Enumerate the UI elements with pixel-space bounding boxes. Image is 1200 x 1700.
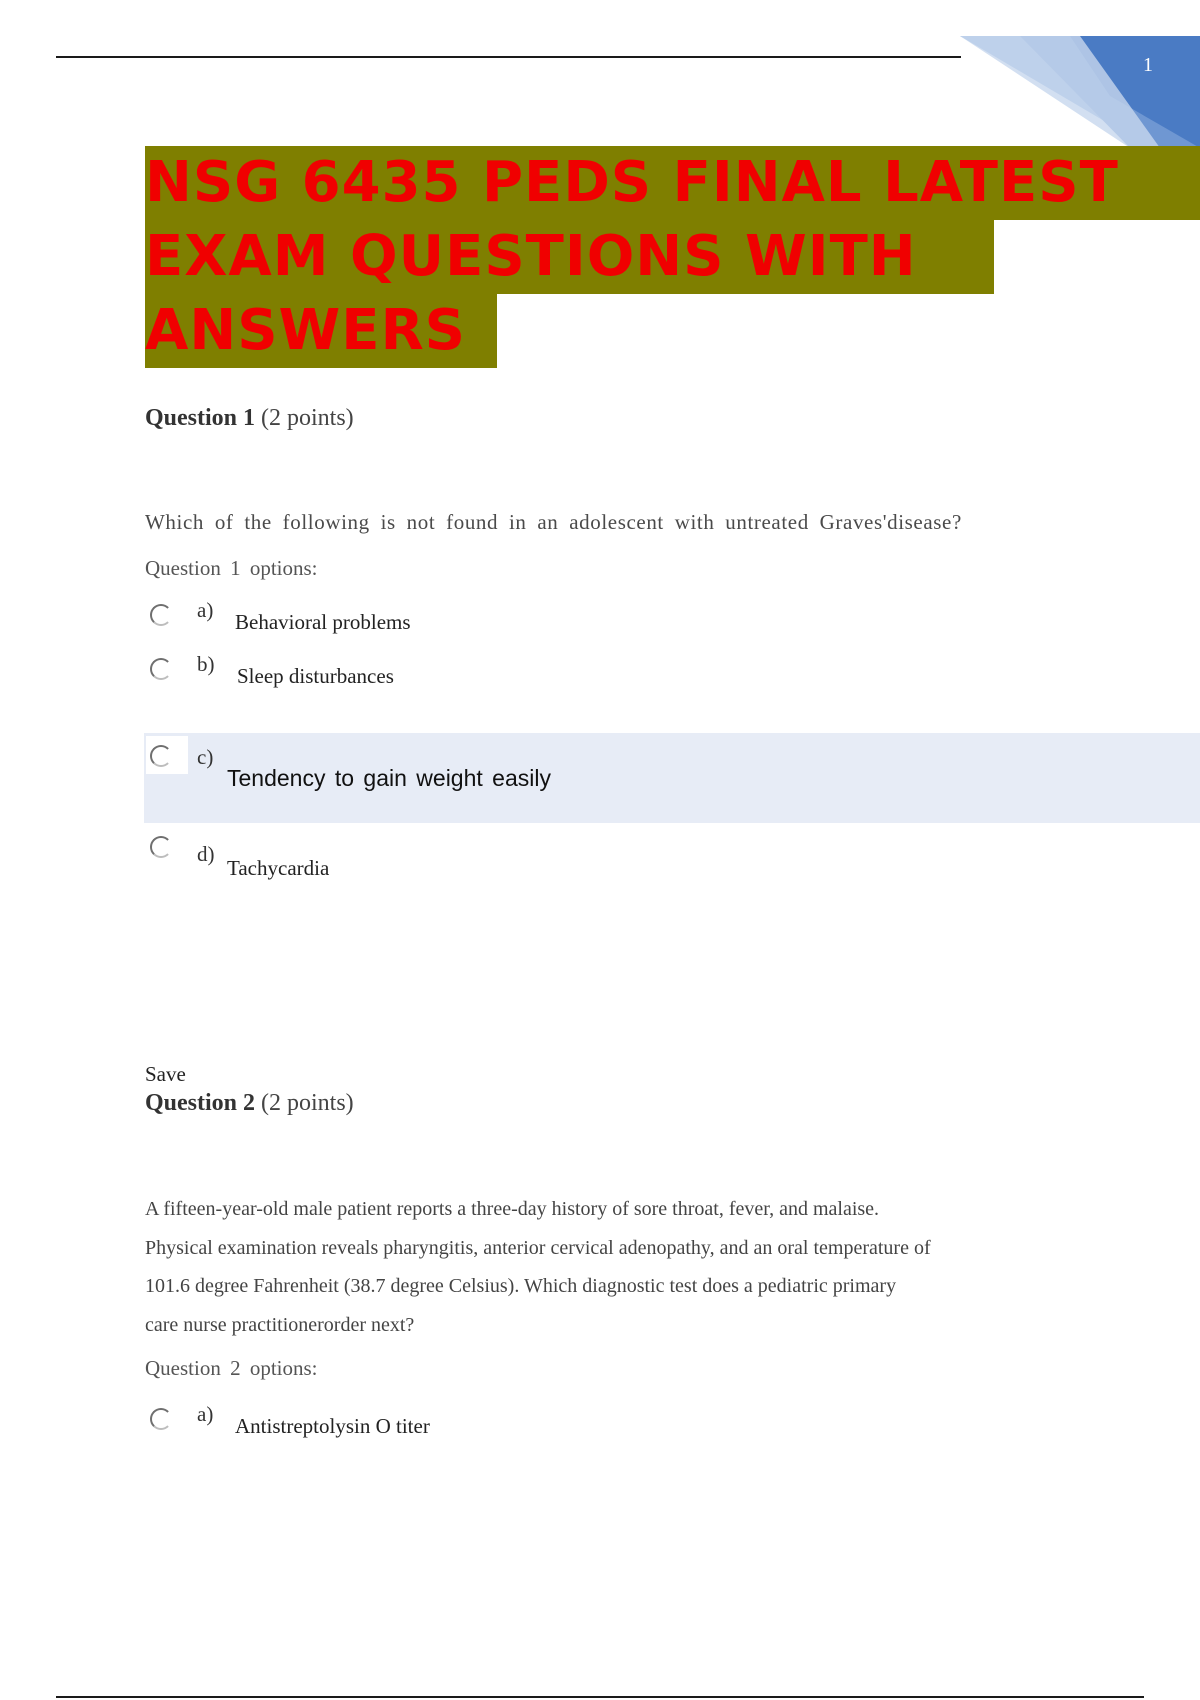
question-2-heading (145, 1090, 354, 1117)
question-1-points: (2 points) (261, 405, 354, 431)
radio-button-icon[interactable] (150, 836, 172, 858)
question-1-text: Which of the following is not found in an adolescent with untreated Graves'disease? (145, 510, 962, 534)
question-1-options-label: Question 1 options: (145, 556, 318, 580)
page-number: 1 (1143, 54, 1153, 76)
question-2-text (145, 1190, 1045, 1344)
footer-rule (56, 1696, 1144, 1698)
question-1-heading (145, 405, 354, 432)
question-2-points: (2 points) (261, 1090, 354, 1116)
save-link[interactable]: Save (145, 1062, 186, 1086)
page-corner-decoration (960, 36, 1200, 148)
question-2-options-label: Question 2 options: (145, 1356, 318, 1380)
option-text: Antistreptolysin O titer (235, 1414, 430, 1438)
title-line-1: NSG 6435 PEDS FINAL LATEST (145, 146, 1200, 220)
question-2-text-line: 101.6 degree Fahrenheit (38.7 degree Celsius). Which diagnostic test does a pediatric primary (145, 1275, 897, 1297)
question-1-label: Question 1 (145, 405, 256, 431)
document-title (145, 146, 1200, 368)
option-letter: d) (197, 842, 215, 866)
option-letter: c) (197, 745, 214, 769)
option-letter: a) (197, 598, 214, 622)
radio-button-icon[interactable] (150, 1408, 172, 1430)
option-text: Sleep disturbances (237, 664, 394, 688)
question-2-text-line: A fifteen-year-old male patient reports a three-day history of sore throat, fever, and malaise. (145, 1198, 880, 1220)
radio-button-icon[interactable] (150, 745, 172, 767)
question-2-text-line: care nurse practitionerorder next? (145, 1313, 415, 1336)
radio-button-icon[interactable] (150, 658, 172, 680)
option-letter: a) (197, 1402, 214, 1426)
title-line-3: ANSWERS (145, 294, 497, 368)
header-rule (56, 56, 961, 58)
title-line-2: EXAM QUESTIONS WITH (145, 220, 994, 294)
question-2-label: Question 2 (145, 1090, 256, 1116)
option-text: Tendency to gain weight easily (227, 765, 551, 791)
option-text: Behavioral problems (235, 610, 411, 634)
radio-button-icon[interactable] (150, 604, 172, 626)
option-text: Tachycardia (227, 856, 330, 880)
question-2-text-line: Physical examination reveals pharyngitis, anterior cervical adenopathy, and an oral temperature of (145, 1236, 931, 1259)
option-letter: b) (197, 652, 215, 676)
